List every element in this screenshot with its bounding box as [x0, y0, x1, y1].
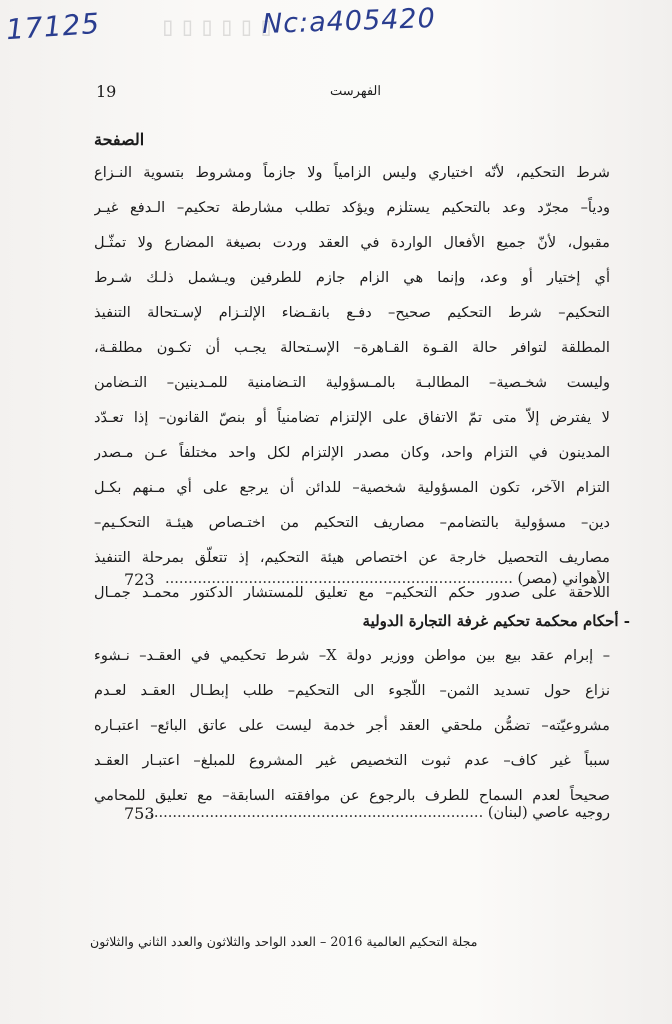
entry-line: اللاحقة على صدور حكم التحكيم– مع تعليق للمستشار الدكتور محمـد جمـال — [94, 584, 610, 601]
entry-line: المطلقة لتوافر حالة القـوة القـاهرة– الإسـتحالة يجـب أن تكـون مطلقـة، — [94, 339, 610, 356]
entry-line: المدينون في التزام واحد، وكان مصدر الإلتزام لكل واحد مختلفاً عـن مـصدر — [94, 444, 610, 461]
handwritten-catalog-number: Nc:a405420 — [261, 2, 437, 41]
index-entry-1 — [94, 155, 610, 610]
entry-end-line — [140, 570, 610, 587]
handwritten-archive-number: 17125 — [4, 6, 102, 47]
entry-line: صحيحاً لعدم السماح للطرف بالرجوع عن موافقته السابقة– مع تعليق للمحامي — [94, 787, 610, 804]
entry-line: شرط التحكيم، لأنّه اختياري وليس الزامياً ولا جازماً ومشروط بتسوية النـزاع — [94, 164, 610, 181]
entry-line: مقبول، لأنّ جميع الأفعال الواردة في العقد وردت بصيغة المضارع ولا تمثّـل — [94, 234, 610, 251]
entry-line: وليست شخـصية– المطالبـة بالمـسؤولية التـضامنية للمـدينين– التـضامن — [94, 374, 610, 391]
section-title: - أحكام محكمة تحكيم غرفة التجارة الدولية — [362, 612, 630, 630]
page-number: 19 — [96, 82, 117, 101]
entry-line: مشروعيّته– تضمُّن ملحقي العقد أجر خدمة ليست على عاتق البائع– اعتبـاره — [94, 717, 610, 734]
entry-author: روجيه عاصي (لبنان) — [487, 804, 610, 821]
index-entry-2-end — [94, 800, 610, 830]
entry-line: لا يفترض إلاّ متى تمّ الاتفاق على الإلتزام تضامنياً أو بنصّ القانون– إذا تعـدّد — [94, 409, 610, 426]
entry-line: التزام الآخر، تكون المسؤولية شخصية– للدائن أن يرجع على أي مـنهم بكـل — [94, 479, 610, 496]
entry-line: دين– مسؤولية بالتضامم– مصاريف التحكيم من اختـصاص هيئـة التحكـيم– — [94, 514, 610, 531]
entry-page-number: 723 — [124, 570, 155, 589]
entry-end-line — [140, 804, 610, 821]
entry-line: مصاريف التحصيل خارجة عن اختصاص هيئة التحكيم، إذ تتعلّق بمرحلة التنفيذ — [94, 549, 610, 566]
entry-author: الأهواني (مصر) — [517, 570, 610, 587]
entry-line: ودياً– مجرّد وعد بالتحكيم يستلزم ويؤكد تطلب مشارطة تحكيم– الـدفع غيـر — [94, 199, 610, 216]
index-entry-1-end — [94, 566, 610, 596]
entry-page-number: 753 — [124, 804, 155, 823]
entry-line: – إبرام عقد بيع بين مواطن ووزير دولة X– شرط تحكيمي في العقـد– نـشوء — [94, 647, 610, 664]
index-entry-2 — [94, 638, 610, 813]
entry-line: التحكيم– شرط التحكيم صحيح– دفـع بانقـضاء الإلتـزام لإسـتحالة التنفيذ — [94, 304, 610, 321]
running-head: الفهرست — [330, 84, 381, 99]
entry-line: أي إختيار أو وعد، وإنما هي الزام جازم للطرفين ويـشمل ذلـك شـرط — [94, 269, 610, 286]
faint-stamp-mark: ▯▯▯▯▯▯ — [160, 12, 278, 42]
page-column-heading: الصفحة — [94, 130, 145, 149]
journal-footer: مجلة التحكيم العالمية 2016 – العدد الواحد والثلاثون والعدد الثاني والثلاثون — [90, 934, 478, 949]
entry-line: نزاع حول تسديد الثمن– اللّجوء الى التحكيم– طلب إبطـال العقـد لعـدم — [94, 682, 610, 699]
entry-line: سبباً غير كاف– عدم ثبوت التخصيص غير المشروع للمبلغ– اعتبـار العقـد — [94, 752, 610, 769]
leader-dots: ........................................................................... — [164, 570, 513, 587]
leader-dots: ......................................................................... — [144, 804, 484, 821]
